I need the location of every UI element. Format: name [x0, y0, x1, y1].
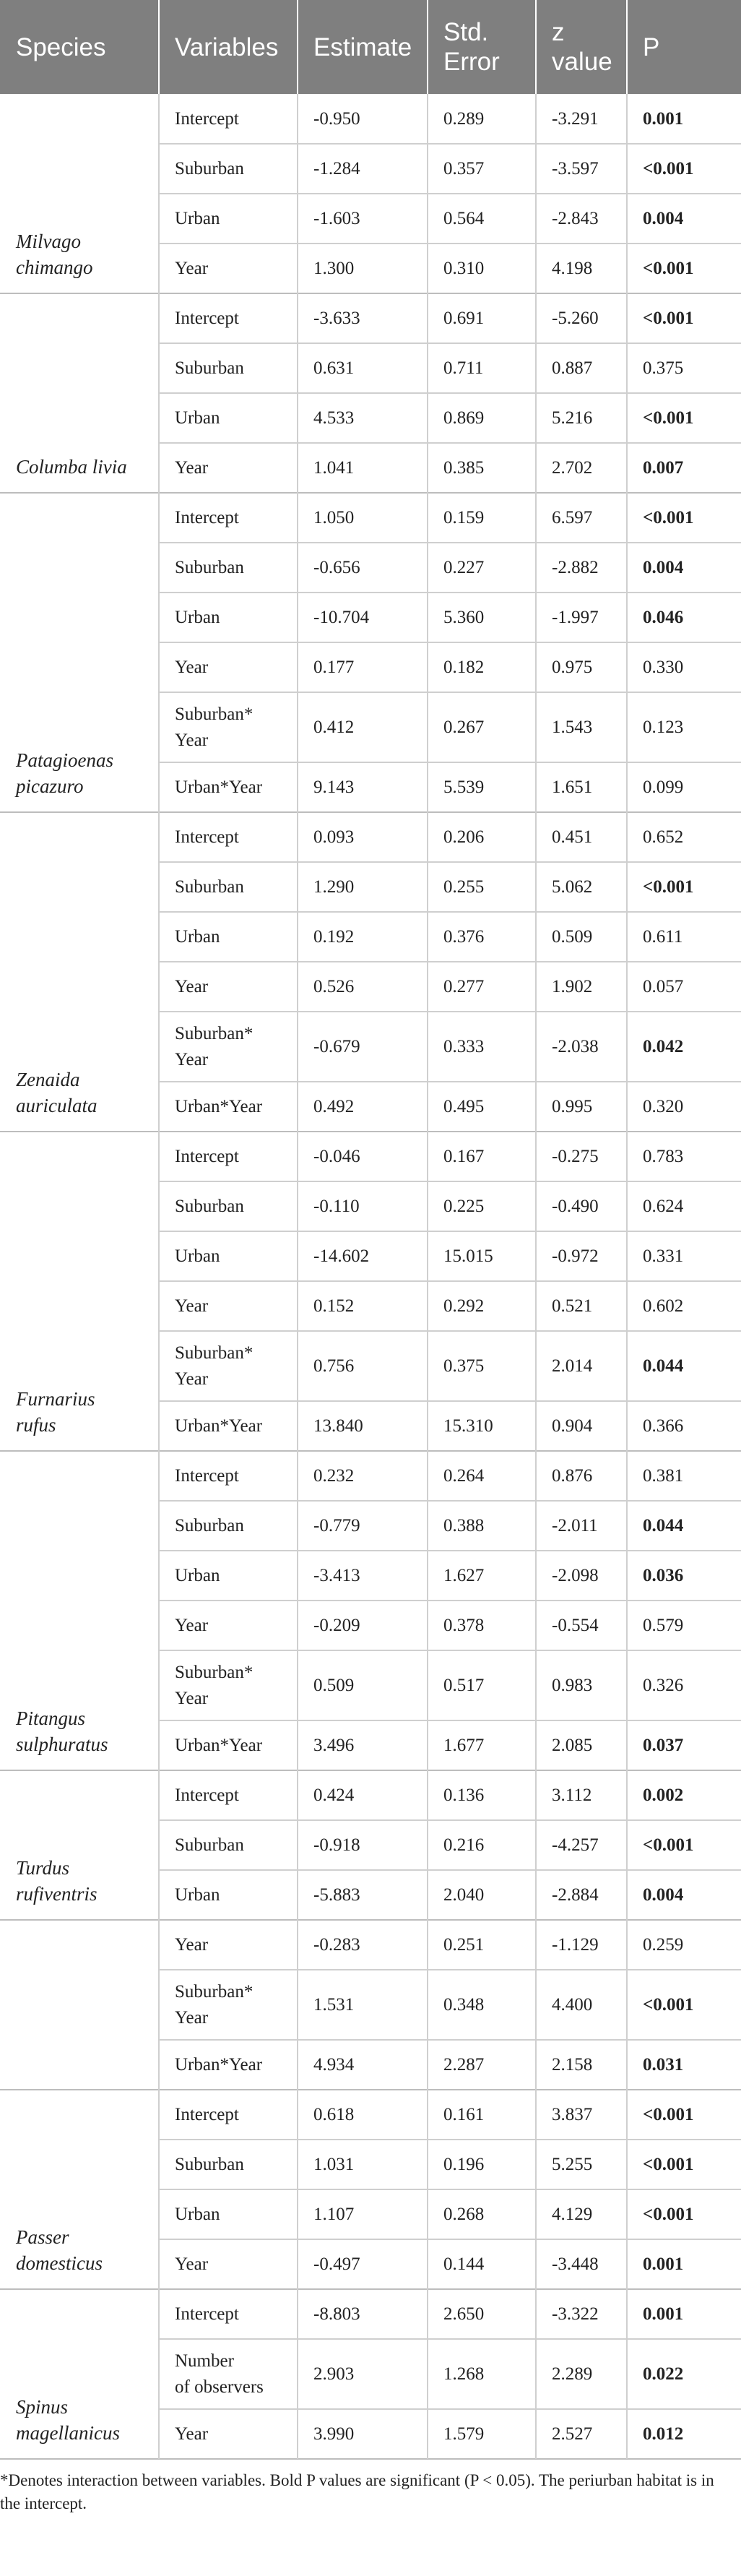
variable-cell: Urban*Year	[175, 777, 263, 797]
std-error-cell: 1.677	[443, 1735, 485, 1755]
std-error-cell: 0.216	[443, 1835, 485, 1855]
estimate-cell: 0.756	[313, 1356, 355, 1376]
estimate-cell: 0.177	[313, 657, 355, 677]
std-error-cell: 0.691	[443, 308, 485, 328]
p-value-cell: 0.022	[643, 2364, 684, 2384]
z-value-cell: -1.129	[552, 1934, 599, 1955]
species-name: Zenaida auriculata	[16, 1069, 98, 1116]
estimate-cell: -5.883	[313, 1884, 360, 1905]
variable-cell: Urban*Year	[175, 1416, 263, 1436]
variable-cell: Urban*Year	[175, 1096, 263, 1116]
p-value-cell: <0.001	[643, 1835, 694, 1855]
z-value-cell: -3.291	[552, 108, 599, 129]
std-error-cell: 0.159	[443, 507, 485, 527]
species-name: Spinus magellanicus	[16, 2396, 120, 2444]
z-value-cell: 1.651	[552, 777, 593, 797]
species-name: Passer domesticus	[16, 2226, 103, 2274]
p-value-cell: 0.375	[643, 358, 684, 378]
species-name: Furnarius rufus	[16, 1388, 95, 1436]
std-error-cell: 0.292	[443, 1296, 485, 1316]
variable-cell: Suburban* Year	[175, 1343, 254, 1389]
estimate-cell: -0.046	[313, 1146, 360, 1166]
z-value-cell: 4.129	[552, 2204, 593, 2224]
z-value-cell: 2.527	[552, 2424, 593, 2444]
std-error-cell: 0.277	[443, 976, 485, 996]
p-value-cell: 0.123	[643, 717, 684, 737]
p-value-cell: 0.057	[643, 976, 684, 996]
estimate-cell: 0.509	[313, 1675, 355, 1695]
estimate-cell: 0.412	[313, 717, 355, 737]
variable-cell: Urban	[175, 1565, 220, 1585]
estimate-cell: 9.143	[313, 777, 355, 797]
estimate-cell: -8.803	[313, 2304, 360, 2324]
estimate-cell: 4.533	[313, 408, 355, 428]
z-value-cell: -1.997	[552, 607, 599, 627]
estimate-cell: -14.602	[313, 1246, 370, 1266]
variable-cell: Urban*Year	[175, 1735, 263, 1755]
z-value-cell: 2.289	[552, 2364, 593, 2384]
header-divider	[535, 0, 537, 94]
variable-cell: Urban	[175, 607, 220, 627]
std-error-cell: 0.167	[443, 1146, 485, 1166]
z-value-cell: -0.490	[552, 1196, 599, 1216]
std-error-cell: 0.182	[443, 657, 485, 677]
group-divider	[0, 2458, 741, 2460]
variable-cell: Intercept	[175, 308, 239, 328]
estimate-cell: -3.413	[313, 1565, 360, 1585]
variable-cell: Urban	[175, 926, 220, 947]
z-value-cell: -2.884	[552, 1884, 599, 1905]
std-error-cell: 0.310	[443, 258, 485, 278]
estimate-cell: -1.603	[313, 208, 360, 228]
variable-cell: Intercept	[175, 827, 239, 847]
p-value-cell: 0.320	[643, 1096, 684, 1116]
z-value-cell: -3.448	[552, 2254, 599, 2274]
z-value-cell: -2.098	[552, 1565, 599, 1585]
header-z-value: z value	[552, 18, 612, 76]
z-value-cell: -0.972	[552, 1246, 599, 1266]
estimate-cell: 1.031	[313, 2154, 355, 2174]
estimate-cell: 1.290	[313, 876, 355, 897]
z-value-cell: -5.260	[552, 308, 599, 328]
std-error-cell: 0.196	[443, 2154, 485, 2174]
std-error-cell: 5.539	[443, 777, 485, 797]
header-estimate: Estimate	[313, 33, 412, 61]
variable-cell: Urban*Year	[175, 2054, 263, 2075]
estimate-cell: -0.679	[313, 1036, 360, 1056]
estimate-cell: 0.618	[313, 2104, 355, 2124]
z-value-cell: 0.975	[552, 657, 593, 677]
p-value-cell: 0.001	[643, 2304, 684, 2324]
p-value-cell: 0.602	[643, 1296, 684, 1316]
variable-cell: Intercept	[175, 108, 239, 129]
variable-cell: Year	[175, 1934, 209, 1955]
estimate-cell: 0.232	[313, 1465, 355, 1486]
z-value-cell: 2.702	[552, 457, 593, 478]
variable-cell: Suburban	[175, 2154, 244, 2174]
z-value-cell: -0.554	[552, 1615, 599, 1635]
z-value-cell: 0.983	[552, 1675, 593, 1695]
std-error-cell: 0.289	[443, 108, 485, 129]
estimate-cell: -0.209	[313, 1615, 360, 1635]
estimate-cell: 0.631	[313, 358, 355, 378]
std-error-cell: 0.267	[443, 717, 485, 737]
column-divider	[535, 94, 537, 2459]
z-value-cell: 4.198	[552, 258, 593, 278]
variable-cell: Year	[175, 2254, 209, 2274]
p-value-cell: 0.001	[643, 108, 684, 129]
z-value-cell: -0.275	[552, 1146, 599, 1166]
estimate-cell: 4.934	[313, 2054, 355, 2075]
header-variables: Variables	[175, 33, 279, 61]
variable-cell: Suburban* Year	[175, 1981, 254, 2028]
estimate-cell: -0.283	[313, 1934, 360, 1955]
variable-cell: Urban	[175, 208, 220, 228]
std-error-cell: 0.251	[443, 1934, 485, 1955]
p-value-cell: 0.366	[643, 1416, 684, 1436]
variable-cell: Suburban	[175, 158, 244, 178]
p-value-cell: 0.259	[643, 1934, 684, 1955]
z-value-cell: 0.887	[552, 358, 593, 378]
z-value-cell: 6.597	[552, 507, 593, 527]
std-error-cell: 1.579	[443, 2424, 485, 2444]
header-divider	[158, 0, 160, 94]
z-value-cell: -4.257	[552, 1835, 599, 1855]
std-error-cell: 0.385	[443, 457, 485, 478]
z-value-cell: 0.995	[552, 1096, 593, 1116]
p-value-cell: 0.783	[643, 1146, 684, 1166]
p-value-cell: 0.611	[643, 926, 683, 947]
variable-cell: Year	[175, 457, 209, 478]
p-value-cell: <0.001	[643, 258, 694, 278]
p-value-cell: 0.031	[643, 2054, 684, 2075]
p-value-cell: 0.002	[643, 1785, 684, 1805]
variable-cell: Year	[175, 1615, 209, 1635]
variable-cell: Year	[175, 2424, 209, 2444]
std-error-cell: 0.144	[443, 2254, 485, 2274]
z-value-cell: 0.876	[552, 1465, 593, 1486]
variable-cell: Number of observers	[175, 2351, 264, 2397]
std-error-cell: 0.161	[443, 2104, 485, 2124]
std-error-cell: 1.268	[443, 2364, 485, 2384]
estimate-cell: 1.050	[313, 507, 355, 527]
estimate-cell: 2.903	[313, 2364, 355, 2384]
z-value-cell: 0.521	[552, 1296, 593, 1316]
p-value-cell: <0.001	[643, 2104, 694, 2124]
estimate-cell: 1.041	[313, 457, 355, 478]
species-name: Columba livia	[16, 456, 127, 478]
estimate-cell: 13.840	[313, 1416, 363, 1436]
std-error-cell: 0.255	[443, 876, 485, 897]
estimate-cell: -0.779	[313, 1515, 360, 1535]
p-value-cell: <0.001	[643, 158, 694, 178]
table-footnote: *Denotes interaction between variables. Bold P values are significant (P < 0.05). The periurban habitat is in the intercept.	[0, 2471, 714, 2512]
std-error-cell: 0.268	[443, 2204, 485, 2224]
std-error-cell: 0.333	[443, 1036, 485, 1056]
variable-cell: Suburban	[175, 876, 244, 897]
z-value-cell: 3.837	[552, 2104, 593, 2124]
p-value-cell: 0.007	[643, 457, 684, 478]
p-value-cell: 0.004	[643, 557, 684, 577]
z-value-cell: 2.085	[552, 1735, 593, 1755]
std-error-cell: 0.357	[443, 158, 485, 178]
column-divider	[158, 94, 160, 2459]
estimate-cell: -0.110	[313, 1196, 360, 1216]
z-value-cell: -2.038	[552, 1036, 599, 1056]
variable-cell: Suburban* Year	[175, 704, 254, 750]
z-value-cell: 2.158	[552, 2054, 593, 2075]
std-error-cell: 0.225	[443, 1196, 485, 1216]
column-divider	[626, 94, 628, 2459]
std-error-cell: 0.711	[443, 358, 484, 378]
estimate-cell: 0.492	[313, 1096, 355, 1116]
std-error-cell: 0.869	[443, 408, 485, 428]
std-error-cell: 15.015	[443, 1246, 493, 1266]
z-value-cell: 3.112	[552, 1785, 592, 1805]
estimate-cell: -3.633	[313, 308, 360, 328]
variable-cell: Year	[175, 976, 209, 996]
std-error-cell: 0.495	[443, 1096, 485, 1116]
estimate-cell: 3.496	[313, 1735, 355, 1755]
std-error-cell: 15.310	[443, 1416, 493, 1436]
column-divider	[297, 94, 298, 2459]
header-divider	[626, 0, 628, 94]
z-value-cell: 2.014	[552, 1356, 593, 1376]
p-value-cell: 0.001	[643, 2254, 684, 2274]
p-value-cell: <0.001	[643, 2154, 694, 2174]
variable-cell: Intercept	[175, 2104, 239, 2124]
estimate-cell: -0.950	[313, 108, 360, 129]
estimate-cell: -1.284	[313, 158, 360, 178]
variable-cell: Urban	[175, 2204, 220, 2224]
std-error-cell: 0.517	[443, 1675, 485, 1695]
p-value-cell: 0.099	[643, 777, 684, 797]
z-value-cell: -2.011	[552, 1515, 598, 1535]
variable-cell: Intercept	[175, 1785, 239, 1805]
std-error-cell: 2.287	[443, 2054, 485, 2075]
estimate-cell: 1.531	[313, 1994, 355, 2015]
species-name: Patagioenas picazuro	[16, 749, 113, 797]
p-value-cell: <0.001	[643, 507, 694, 527]
estimate-cell: 0.192	[313, 926, 355, 947]
estimate-cell: -0.497	[313, 2254, 360, 2274]
estimate-cell: -0.656	[313, 557, 360, 577]
variable-cell: Urban	[175, 1884, 220, 1905]
std-error-cell: 0.227	[443, 557, 485, 577]
std-error-cell: 1.627	[443, 1565, 485, 1585]
p-value-cell: 0.579	[643, 1615, 684, 1635]
variable-cell: Year	[175, 657, 209, 677]
z-value-cell: 1.902	[552, 976, 593, 996]
table-header	[0, 0, 741, 94]
z-value-cell: -2.882	[552, 557, 599, 577]
estimate-cell: 1.107	[313, 2204, 355, 2224]
variable-cell: Intercept	[175, 2304, 239, 2324]
variable-cell: Year	[175, 258, 209, 278]
p-value-cell: 0.012	[643, 2424, 684, 2444]
header-divider	[297, 0, 298, 94]
species-name	[0, 1920, 159, 2090]
p-value-cell: <0.001	[643, 1994, 694, 2015]
z-value-cell: 5.216	[552, 408, 593, 428]
z-value-cell: 1.543	[552, 717, 593, 737]
variable-cell: Suburban	[175, 557, 244, 577]
std-error-cell: 0.264	[443, 1465, 485, 1486]
p-value-cell: <0.001	[643, 408, 694, 428]
estimate-cell: -0.918	[313, 1835, 360, 1855]
p-value-cell: 0.331	[643, 1246, 684, 1266]
p-value-cell: 0.326	[643, 1675, 684, 1695]
z-value-cell: 5.062	[552, 876, 593, 897]
z-value-cell: -3.597	[552, 158, 599, 178]
variable-cell: Suburban* Year	[175, 1023, 254, 1069]
variable-cell: Urban	[175, 1246, 220, 1266]
z-value-cell: 4.400	[552, 1994, 593, 2015]
z-value-cell: -3.322	[552, 2304, 599, 2324]
p-value-cell: 0.042	[643, 1036, 684, 1056]
std-error-cell: 0.376	[443, 926, 485, 947]
variable-cell: Year	[175, 1296, 209, 1316]
estimate-cell: 0.526	[313, 976, 355, 996]
std-error-cell: 2.650	[443, 2304, 485, 2324]
variable-cell: Suburban* Year	[175, 1662, 254, 1708]
z-value-cell: 0.904	[552, 1416, 593, 1436]
std-error-cell: 0.378	[443, 1615, 485, 1635]
p-value-cell: 0.044	[643, 1515, 684, 1535]
p-value-cell: 0.037	[643, 1735, 684, 1755]
variable-cell: Suburban	[175, 1196, 244, 1216]
p-value-cell: 0.381	[643, 1465, 684, 1486]
header-species: Species	[16, 33, 106, 61]
std-error-cell: 2.040	[443, 1884, 485, 1905]
variable-cell: Suburban	[175, 1835, 244, 1855]
std-error-cell: 0.206	[443, 827, 485, 847]
variable-cell: Intercept	[175, 1465, 239, 1486]
std-error-cell: 0.348	[443, 1994, 485, 2015]
p-value-cell: 0.652	[643, 827, 684, 847]
variable-cell: Intercept	[175, 507, 239, 527]
p-value-cell: 0.044	[643, 1356, 684, 1376]
std-error-cell: 5.360	[443, 607, 485, 627]
p-value-cell: 0.004	[643, 1884, 684, 1905]
p-value-cell: 0.624	[643, 1196, 684, 1216]
species-name: Milvago chimango	[16, 231, 93, 278]
p-value-cell: <0.001	[643, 2204, 694, 2224]
std-error-cell: 0.564	[443, 208, 485, 228]
estimate-cell: 0.424	[313, 1785, 355, 1805]
z-value-cell: 0.509	[552, 926, 593, 947]
variable-cell: Intercept	[175, 1146, 239, 1166]
variable-cell: Suburban	[175, 1515, 244, 1535]
p-value-cell: <0.001	[643, 876, 694, 897]
std-error-cell: 0.388	[443, 1515, 485, 1535]
variable-cell: Suburban	[175, 358, 244, 378]
species-name: Pitangus sulphuratus	[16, 1707, 108, 1755]
z-value-cell: 0.451	[552, 827, 593, 847]
estimate-cell: 0.152	[313, 1296, 355, 1316]
std-error-cell: 0.136	[443, 1785, 485, 1805]
header-divider	[427, 0, 428, 94]
p-value-cell: 0.330	[643, 657, 684, 677]
header-std-error: Std. Error	[443, 18, 500, 76]
variable-cell: Urban	[175, 408, 220, 428]
z-value-cell: 5.255	[552, 2154, 593, 2174]
species-name: Turdus rufiventris	[16, 1857, 98, 1905]
z-value-cell: -2.843	[552, 208, 599, 228]
p-value-cell: <0.001	[643, 308, 694, 328]
estimate-cell: 0.093	[313, 827, 355, 847]
column-divider	[427, 94, 428, 2459]
p-value-cell: 0.004	[643, 208, 684, 228]
estimate-cell: 3.990	[313, 2424, 355, 2444]
p-value-cell: 0.046	[643, 607, 684, 627]
estimate-cell: -10.704	[313, 607, 370, 627]
estimate-cell: 1.300	[313, 258, 355, 278]
std-error-cell: 0.375	[443, 1356, 485, 1376]
header-p: P	[643, 33, 660, 61]
p-value-cell: 0.036	[643, 1565, 684, 1585]
